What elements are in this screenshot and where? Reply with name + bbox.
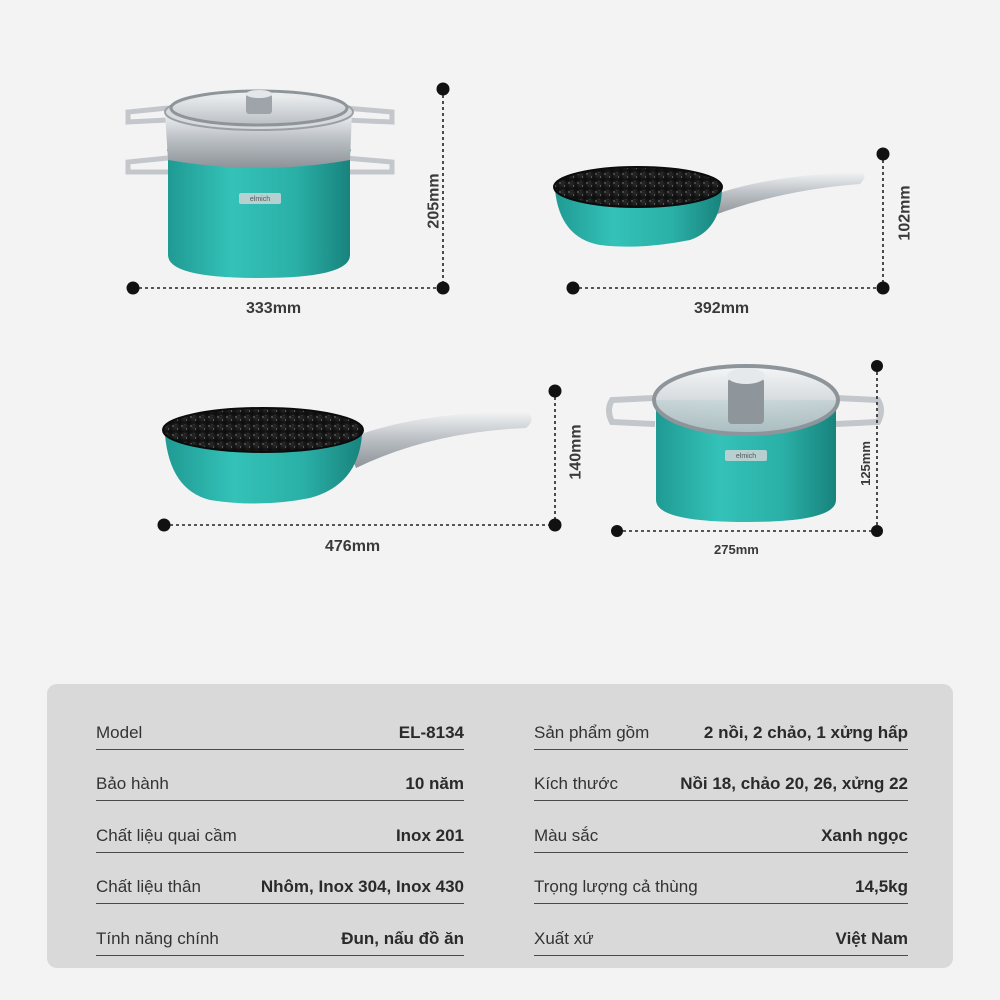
small-pot-height-label: 125mm [857, 441, 873, 486]
spec-key: Chất liệu thân [96, 877, 201, 896]
brand-logo-2: elmich [735, 453, 757, 460]
spec-row-includes [534, 698, 908, 750]
spec-value: 2 nồi, 2 chảo, 1 xửng hấp [703, 722, 908, 742]
specifications-panel [47, 684, 953, 968]
spec-row-origin [534, 904, 908, 956]
brand-logo-1: elmich [249, 196, 271, 203]
spec-row-model [96, 698, 464, 750]
spec-row-size [534, 750, 908, 802]
specs-left-column [96, 698, 464, 956]
spec-value: Inox 201 [395, 825, 464, 845]
spec-row-main-function [96, 904, 464, 956]
small-pan-illustration [554, 167, 865, 247]
steamer-height-label: 205mm [425, 173, 443, 229]
spec-row-color [534, 801, 908, 853]
steamer-pot-illustration [128, 90, 392, 278]
small-pan-height-label: 102mm [896, 185, 914, 241]
spec-key: Sản phẩm gồm [534, 722, 650, 742]
spec-value: Đun, nấu đồ ăn [341, 928, 464, 948]
spec-row-body-material [96, 853, 464, 905]
spec-value: 10 năm [405, 774, 464, 793]
large-pan-illustration [163, 408, 532, 504]
small-pot-width-label: 275mm [714, 542, 759, 557]
steamer-width-label: 333mm [246, 300, 302, 317]
spec-key: Trọng lượng cả thùng [534, 877, 698, 896]
spec-value: Nhôm, Inox 304, Inox 430 [260, 877, 464, 896]
large-pan-width-label: 476mm [325, 538, 381, 555]
spec-value: Việt Nam [835, 928, 908, 948]
spec-key: Màu sắc [534, 825, 599, 845]
spec-key: Tính năng chính [96, 928, 219, 948]
small-pot-illustration [609, 366, 881, 522]
spec-value: 14,5kg [855, 877, 908, 896]
spec-key: Xuất xứ [534, 928, 594, 948]
spec-value: EL-8134 [398, 722, 464, 742]
spec-value: Nồi 18, chảo 20, 26, xửng 22 [680, 774, 908, 793]
spec-row-warranty [96, 750, 464, 802]
spec-value: Xanh ngọc [821, 825, 908, 845]
small-pan-width-label: 392mm [694, 300, 750, 317]
spec-row-handle-material [96, 801, 464, 853]
spec-row-weight [534, 853, 908, 905]
spec-key: Model [96, 722, 143, 742]
large-pan-height-label: 140mm [567, 424, 585, 480]
spec-key: Chất liệu quai cầm [96, 825, 237, 845]
spec-key: Bảo hành [96, 774, 169, 793]
spec-key: Kích thước [534, 774, 618, 793]
specs-right-column [534, 698, 908, 956]
